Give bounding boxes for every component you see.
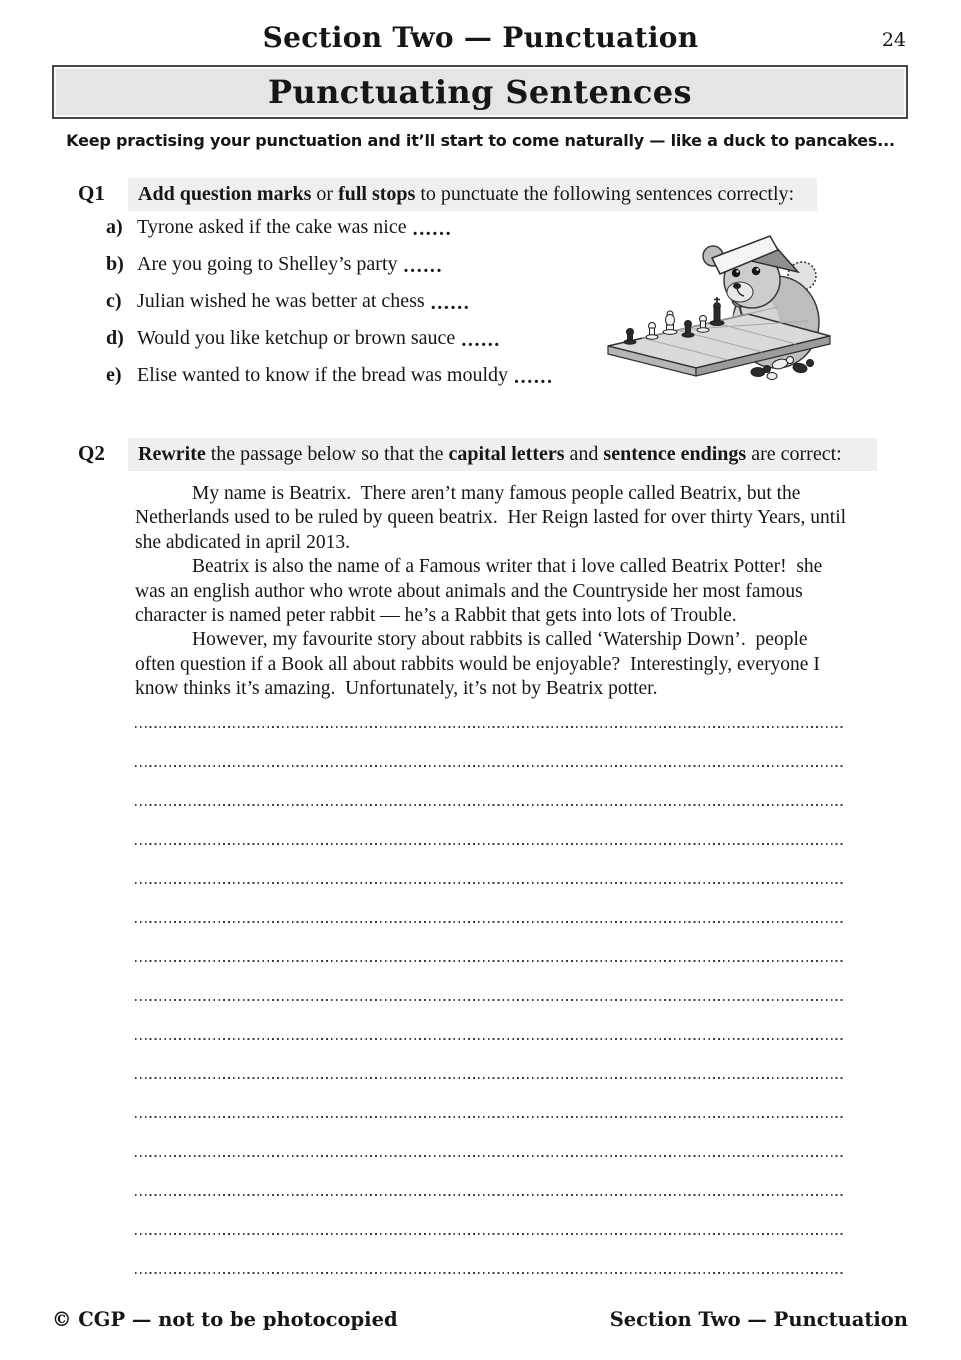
item-letter: e): [106, 364, 122, 386]
answer-line: [135, 884, 843, 923]
question-1-label: Q1: [78, 181, 105, 205]
item-text: Would you like ketchup or brown sauce: [137, 327, 456, 349]
answer-line: [135, 923, 843, 962]
answer-line: [135, 962, 843, 1001]
answer-line: [135, 1157, 843, 1196]
instruction-text: Add question marks: [138, 183, 312, 205]
answer-line: [135, 767, 843, 806]
instruction-text: to punctuate the following sentences correctly:: [415, 183, 795, 205]
passage-paragraph: However, my favourite story about rabbits is called ‘Watership Down’. people often question if a Book all about rabbits would be enjoyable? Interestingly, everyone I know thinks it’s amazing. Unfortunately, it’s not by Beatrix potter.: [135, 629, 825, 700]
footer-copyright: © CGP — not to be photocopied: [52, 1308, 398, 1331]
instruction-text: full stops: [338, 183, 416, 205]
q1-item-list: [106, 209, 646, 394]
worksheet-title: Punctuating Sentences: [268, 73, 692, 111]
passage-paragraph: My name is Beatrix. There aren’t many famous people called Beatrix, but the Netherlands used to be ruled by queen beatrix. Her Reign lasted for over thirty Years, until she abdicated in april 2013.: [135, 483, 851, 553]
teddy-bear-chess-illustration: [600, 226, 837, 380]
answer-line: [135, 728, 843, 767]
answer-line: [135, 1196, 843, 1235]
answer-line: [135, 1040, 843, 1079]
question-item: [106, 283, 646, 320]
item-text: Julian wished he was better at chess: [137, 290, 425, 312]
item-letter: a): [106, 216, 123, 238]
item-answer-dots: ......: [403, 255, 444, 277]
question-2-instruction: [128, 438, 877, 471]
question-1-instruction: [128, 178, 817, 211]
instruction-text: Rewrite: [138, 443, 206, 465]
question-2-label: Q2: [78, 441, 105, 465]
answer-line: [135, 806, 843, 845]
question-1: [78, 178, 817, 211]
item-letter: b): [106, 253, 124, 275]
item-answer-dots: ......: [461, 329, 501, 351]
instruction-text: or: [311, 183, 339, 205]
question-item: [106, 246, 646, 283]
instruction-text: capital letters: [448, 443, 565, 465]
item-text: Elise wanted to know if the bread was mouldy: [137, 364, 509, 386]
item-text: Tyrone asked if the cake was nice: [137, 216, 407, 238]
answer-line: [135, 845, 843, 884]
answer-line: [135, 1079, 843, 1118]
answer-line: [135, 689, 843, 728]
item-text: Are you going to Shelley’s party: [137, 253, 398, 275]
instruction-text: are correct:: [746, 443, 842, 465]
page-footer: [52, 1308, 908, 1331]
item-answer-dots: ......: [412, 218, 453, 240]
item-letter: c): [106, 290, 122, 312]
answer-line: [135, 1001, 843, 1040]
worksheet-title-box: [52, 65, 908, 119]
item-answer-dots: ......: [430, 292, 471, 314]
passage-paragraph: Beatrix is also the name of a Famous writer that i love called Beatrix Potter! she was an english author who wrote about animals and the Countryside her most famous character is named peter rabbit — he’s a Rabbit that gets into lots of Trouble.: [135, 556, 828, 627]
question-item: [106, 357, 646, 394]
item-answer-dots: ......: [514, 366, 554, 388]
section-header: Section Two — Punctuation: [262, 21, 699, 54]
page-number: 24: [881, 29, 906, 51]
strapline: Keep practising your punctuation and it’ll start to come naturally — like a duck to pancakes...: [66, 131, 895, 150]
item-letter: d): [106, 327, 124, 349]
instruction-text: the passage below so that the: [205, 443, 449, 465]
question-item: [106, 209, 646, 246]
question-2: [78, 438, 877, 471]
instruction-text: sentence endings: [603, 443, 747, 465]
q2-passage: [135, 482, 849, 702]
answer-line: [135, 1118, 843, 1157]
instruction-text: and: [564, 443, 604, 465]
answer-lines: [135, 689, 843, 1274]
answer-line: [135, 1235, 843, 1274]
footer-section: Section Two — Punctuation: [609, 1308, 908, 1331]
question-item: [106, 320, 646, 357]
